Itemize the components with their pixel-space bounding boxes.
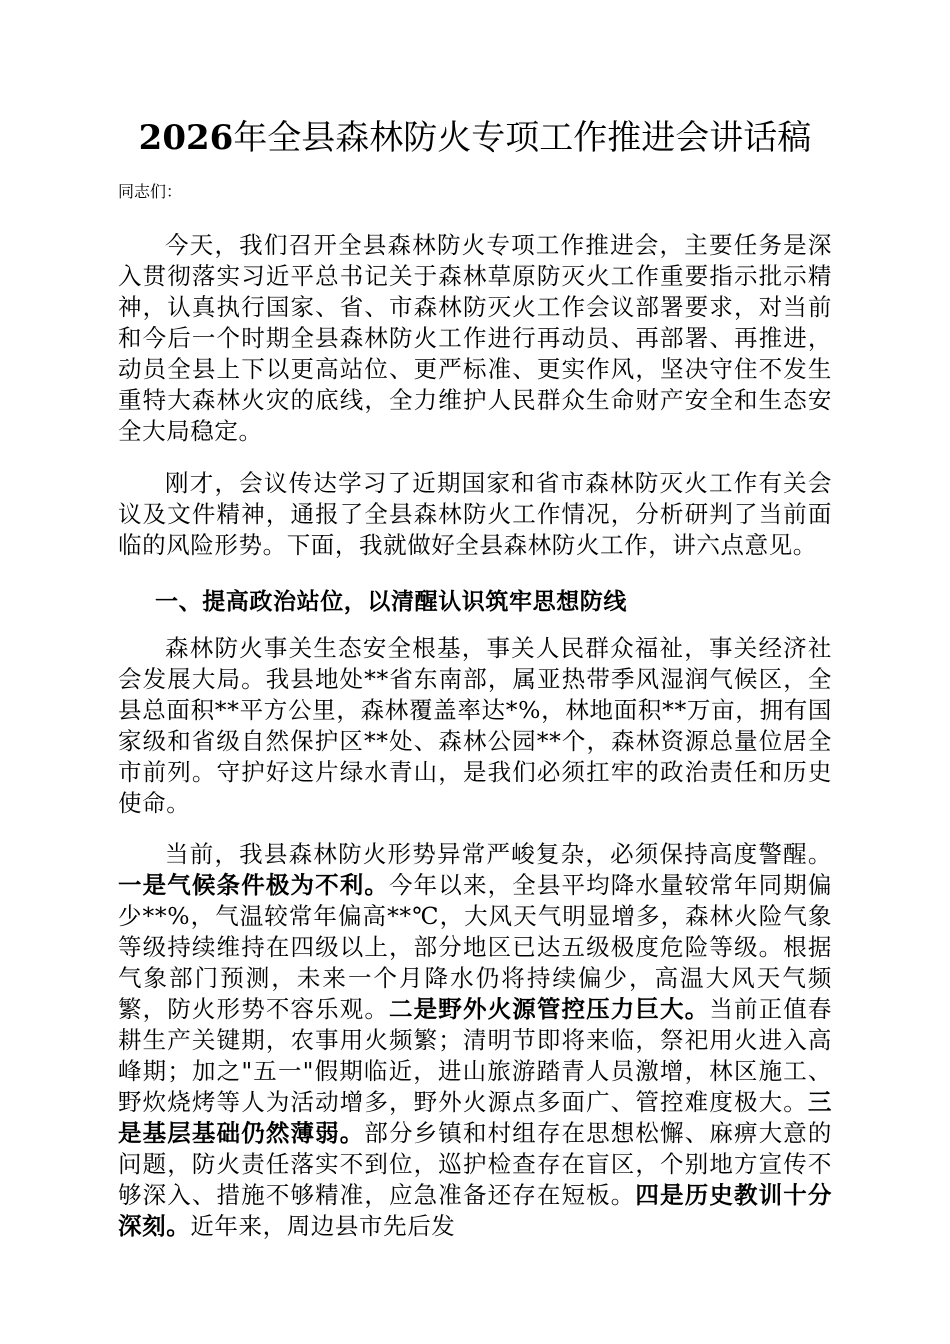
document-title (118, 116, 832, 160)
emphasis-point-4: 四是历史教训十分深刻。 (118, 1181, 832, 1240)
text-segment: 部分乡镇和村组存在思想松懈、麻痹大意的问题，防火责任落实不到位，巡护检查存在盲区，个别地方宣传不够深入、措施不够精准，应急准备还存在短板。 (118, 1119, 832, 1209)
title-text: 年全县森林防火专项工作推进会讲话稿 (233, 118, 812, 158)
text-segment: 当前，我县森林防火形势异常严峻复杂，必须保持高度警醒。 (165, 840, 832, 868)
section-1-paragraph-1: 森林防火事关生态安全根基，事关人民群众福祉，事关经济社会发展大局。我县地处**省东南部，属亚热带季风湿润气候区，全县总面积**平方公里，森林覆盖率达*%，林地面积**万亩，拥有国家级和省级自然保护区**处、森林公园**个，森林资源总量位居全市前列。守护好这片绿水青山，是我们必须扛牢的政治责任和历史使命。 (118, 634, 832, 817)
text-segment: 当前正值春耕生产关键期，农事用火频繁；清明节即将来临，祭祀用火进入高峰期；加之"五一"假期临近，进山旅游踏青人员激增，林区施工、野炊烧烤等人为活动增多，野外火源点多面广、管控难度极大。 (118, 995, 832, 1116)
text-segment: 今年以来，全县平均降水量较常年同期偏少**%，气温较常年偏高**℃，大风天气明显增多，森林火险气象等级持续维持在四级以上，部分地区已达五级极度危险等级。根据气象部门预测，未来一个月降水仍将持续偏少，高温大风天气频繁，防火形势不容乐观。 (118, 871, 832, 1023)
salutation: 同志们： (118, 182, 183, 201)
emphasis-point-1: 一是气候条件极为不利。 (118, 871, 390, 899)
section-1-paragraph-2 (118, 839, 832, 1242)
emphasis-point-3: 三是基层基础仍然薄弱。 (118, 1088, 832, 1147)
emphasis-point-2: 二是野外火源管控压力巨大。 (389, 995, 710, 1023)
title-year: 2026 (138, 118, 234, 158)
section-1-heading: 一、提高政治站位，以清醒认识筑牢思想防线 (155, 588, 627, 615)
intro-paragraph-1: 今天，我们召开全县森林防火专项工作推进会，主要任务是深入贯彻落实习近平总书记关于森林草原防灭火工作重要指示批示精神，认真执行国家、省、市森林防灭火工作会议部署要求，对当前和今后一个时期全县森林防火工作进行再动员、再部署、再推进，动员全县上下以更高站位、更严标准、更实作风，坚决守住不发生重特大森林火灾的底线，全力维护人民群众生命财产安全和生态安全大局稳定。 (118, 231, 832, 445)
intro-paragraph-2: 刚才，会议传达学习了近期国家和省市森林防灭火工作有关会议及文件精神，通报了全县森林防火工作情况，分析研判了当前面临的风险形势。下面，我就做好全县森林防火工作，讲六点意见。 (118, 469, 832, 559)
text-segment: 近年来，周边县市先后发 (190, 1212, 456, 1240)
